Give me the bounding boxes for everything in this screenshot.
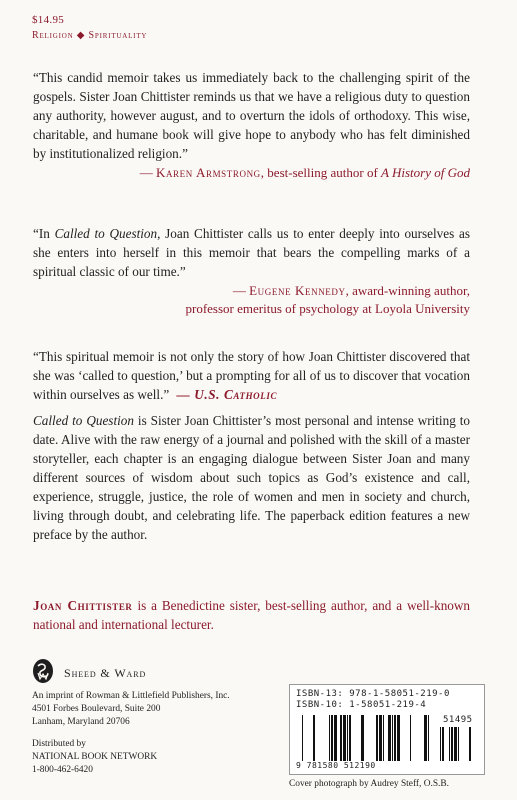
review-quote: “This candid memoir takes us immediately back to the challenging spirit of the gospels. Sister Joan Chittister reminds us that we have a religious duty to question any authority, however august, and to overturn the idols of orthodoxy. This wise, charitable, and humane book will give hope to anybody who has felt diminished by institutionalized religion.” [33, 70, 470, 161]
author-bio: Joan Chittister is a Benedictine sister, best-selling author, and a well-known national and international lecturer. [33, 598, 471, 632]
reviewer-book-title: A History of God [381, 165, 470, 180]
review-source: — U.S. Catholic [176, 387, 278, 402]
book-description: Called to Question is Sister Joan Chittister’s most personal and intense writing to date. Alive with the raw energy of a journal and polished with the skill of a master storyteller, each chapter is an engaging dialogue between Sister Joan and many different sources of wisdom about such topics as God’s existence and call, experience, struggle, justice, the role of women and men in society and church, living through doubt, and celebrating life. The paperback edition features a new preface by the author. [33, 413, 471, 542]
publisher-logo-icon [32, 658, 54, 684]
review-armstrong [33, 68, 470, 182]
reviewer-name: Eugene Kennedy [249, 283, 346, 298]
review-us-catholic [33, 347, 470, 404]
price: $14.95 [32, 14, 65, 26]
review-kennedy: “In Called to Question, Joan Chittister calls us to enter deeply into ourselves as she enters into herself in this memoir that bears the compelling marks of a spiritual classic of our time.” — Eugene Kennedy, award-winning author, professor emeritus of psychology at Loyola University [33, 226, 470, 316]
isbn-10: ISBN-10: 1-58051-219-4 [296, 700, 427, 710]
cover-photo-credit: Cover photograph by Audrey Steff, O.S.B. [289, 779, 449, 789]
isbn-13: ISBN-13: 978-1-58051-219-0 [296, 689, 450, 699]
review-attribution: — Eugene Kennedy, award-winning author, professor emeritus of psychology at Loyola University [185, 283, 470, 316]
isbn-barcode [289, 684, 485, 775]
book-title-inline: Called to Question [33, 413, 134, 428]
category-label: Religion ◆ Spirituality [32, 30, 148, 41]
distributor: Distributed by [32, 739, 86, 749]
publisher-imprint: An imprint of Rowman & Littlefield Publishers, Inc. 4501 Forbes Boulevard, Suite 200 Lanham, Maryland 20706 Distributed by NATIONAL BOOK NETWORK 1-800-462-6420 [32, 691, 230, 775]
barcode-addon-bars-icon [440, 727, 478, 763]
review-quote: “This spiritual memoir is not only the story of how Joan Chittister discovered that she was ‘called to question,’ but a prompting for all of us to discover that vocation within ourselves as well.” [33, 349, 470, 402]
review-attribution: — Karen Armstrong, best-selling author of A History of God [139, 165, 470, 180]
barcode-bars-icon [302, 715, 432, 763]
publisher-name: Sheed & Ward [64, 666, 147, 680]
author-name: Joan Chittister [33, 598, 133, 613]
price-code: 51495 [443, 715, 473, 725]
reviewer-name: Karen Armstrong [155, 165, 261, 180]
book-title-inline: Called to Question [54, 226, 158, 241]
barcode-digits: 9 781580 512190 [296, 761, 376, 770]
